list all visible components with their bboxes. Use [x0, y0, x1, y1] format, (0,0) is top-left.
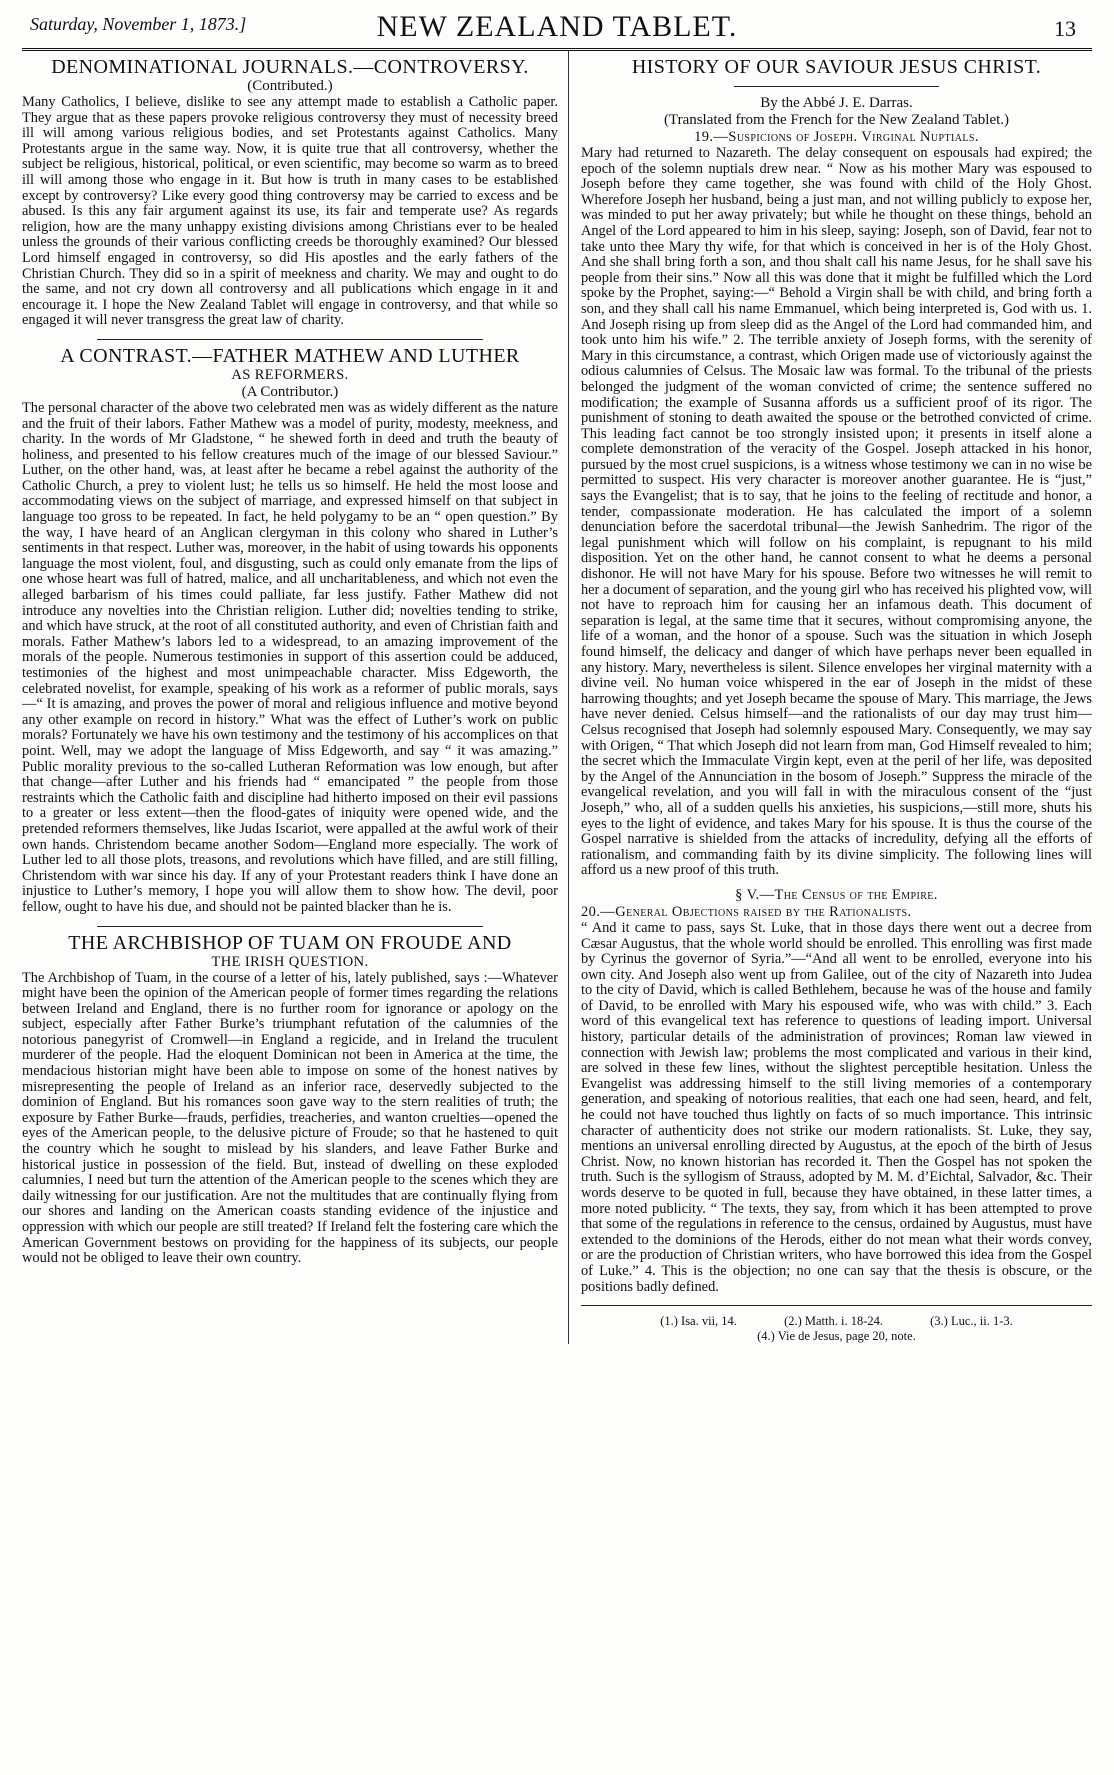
- article-archbishop-tuam: [22, 933, 558, 1267]
- newspaper-title: NEW ZEALAND TABLET.: [376, 10, 738, 43]
- footnote: (4.) Vie de Jesus, page 20, note.: [757, 1329, 916, 1344]
- headline-rule: [734, 86, 938, 87]
- footnote: (1.) Isa. vii, 14.: [660, 1314, 737, 1329]
- section-body: Mary had returned to Nazareth. The delay consequent on espousals had expired; the epoch of the solemn nuptials drew near. “ Now as his mother Mary was espoused to Joseph before they came together, she was found with child of the Holy Ghost. Wherefore Joseph her husband, being a just man, and not willing publicly to expose her, was minded to put her away privately; but while he thought on these things, behold an Angel of the Lord appeared to him in his sleep, saying: Joseph, son of David, fear not to take unto thee Mary thy wife, for that which is conceived in her is of the Holy Ghost. And she shall bring forth a son, and thou shalt call his name Jesus, for he shall save his people from their sins.” Now all this was done that it might be fulfilled which the Lord spoke by the Prophet, saying:—“ Behold a Virgin shall be with child, and bring forth a son, and they shall call his name Emmanuel, which being interpreted is, God with us. 1. And Joseph rising up from sleep did as the Angel of the Lord had commanded him, and took unto him his wife.” 2. The terrible anxiety of Joseph forms, with the serenity of Mary in this circumstance, a contrast, which Origen made use of victoriously against the odious calumnies of Celsus. The Mosaic law was formal. To the tribunal of the priests belonged the judgment of the woman convicted of crime; the sentence suffered no modification; the example of Susanna affords us a sufficient proof of its rigor. The punishment of stoning to death awaited the spouse or the betrothed convicted of crime. This leading fact cannot be too strongly insisted upon; it presents in itself alone a complete demonstration of the veracity of the Gospel. Joseph attacked in his honor, pursued by the most cruel suspicions, is a witness whose testimony we can in no wise be permitted to suspect. His very character is moreover another guarantee. He is “just,” says the Evangelist; that is to say, that he joins to the feeling of rectitude and honor, a tender, compassionate moderation. He has calculated the import of a solemn denunciation before the sacerdotal tribunal—the Jewish Sanhedrim. The rigor of the legal punishment which will follow on his complaint, is repugnant to his mild disposition. Yet on the other hand, he cannot consent to what he deems a personal dishonor. He will not have Mary for his spouse. Before two witnesses he will remit to her a document of separation, and the young girl who has received his plighted vow, will not have to reproach him for causing her an infamous death. This document of separation is legal, at the same time that it secures, without compromising anyone, the life of a woman, and the honor of a spouse. Such was the situation in which Joseph found himself, the delicacy and danger of which have perhaps never been equalled in any history. Mary, nevertheless is silent. Silence envelopes her virginal maternity with a divine veil. No human voice whispered in the ear of Joseph in the midst of these harrowing thoughts; and yet Joseph became the spouse of Mary. This marriage, the Jews have never denied. Celsus himself—and the rationalists of our day may trust him—Celsus recognised that Joseph had solemnly espoused Mary. Consequently, we may say with Origen, “ That which Joseph did not learn from man, God Himself revealed to him; the secret which the Immaculate Virgin kept, even at the peril of her life, was deposited by the Angel of the Annunciation in the bosom of Joseph.” Suppress the miracle of the evangelical revelation, and you will fall in with the miraculous consent of the “just Joseph,” who, all of a sudden quells his anxieties, his suspicions,—still more, shuts his eyes to the light of evidence, and takes Mary for his spouse. It is thus the course of the Gospel narrative is shielded from the attacks of incredulity, defying all the efforts of rationalism, and commanding faith by its divine simplicity. The following lines will afford us a new proof of this truth.: [580, 145, 1092, 879]
- article-headline: THE ARCHBISHOP OF TUAM ON FROUDE AND: [68, 931, 512, 954]
- article-denominational-journals: [22, 57, 558, 329]
- right-column: [569, 51, 1092, 1344]
- article-body: The Archbishop of Tuam, in the course of a letter of his, lately published, says :—Whatever might have been the opinion of the American people of former times regarding the relations between Ireland and England, there is no further room for ignorance or apology on the subject, especially after Father Burke’s triumphant refutation of the calumnies of the notorious panegyrist of Cromwell—in England a regicide, and in Ireland the truculent murderer of the people. Had the eloquent Dominican not been in America at the time, the mendacious historian might have been able to impose on some of the honest natives by misrepresenting the people of Ireland as an inferior race, deservedly subjected to the dominion of England. But his romances soon gave way to the stern realities of truth; the exposure by Father Burke—frauds, perfidies, treacheries, and wanton cruelties—opened the eyes of the American people, to the delusive picture of Froude; so that he hastened to quit the country which he sought to mislead by his slanders, and leave Father Burke and historical justice in possession of the field. But, instead of dwelling on these exploded calumnies, I need but turn the attention of the American people to the scenes which they are daily witnessing for our justification. Are not the multitudes that are continually flying from our shores and landing on the American coasts standing evidence of the injustice and oppression with which our people are still treated? If Ireland felt the fostering care which the American Government bestows on providing for the happiness of its subjects, our people would not be obliged to leave their own country.: [22, 969, 558, 1267]
- article-byline: By the Abbé J. E. Darras.: [760, 95, 913, 111]
- translation-note: (Translated from the French for the New Zealand Tablet.): [663, 112, 1010, 128]
- article-headline: A CONTRAST.—FATHER MATHEW AND LUTHER: [60, 344, 520, 367]
- article-headline: HISTORY OF OUR SAVIOUR JESUS CHRIST.: [631, 56, 1042, 78]
- footnote-row: [581, 1314, 1092, 1329]
- section-heading: § V.—The Census of the Empire.: [735, 886, 938, 903]
- article-divider: [97, 926, 483, 927]
- footnote: (3.) Luc., ii. 1-3.: [930, 1314, 1013, 1329]
- footnotes: [581, 1305, 1092, 1344]
- page-number: 13: [1054, 16, 1076, 41]
- section-body: “ And it came to pass, says St. Luke, that in those days there went out a decree from Cæsar Augustus, that the whole world should be enrolled. This enrolling was first made by Cyrinus the governor of Syria.”—“And all went to be enrolled, everyone into his own city. And Joseph also went up from Galilee, out of the city of Nazareth into Judea to the city of David, which is called Bethlehem, because he was of the house and family of David, to be enrolled with Mary his espoused wife, who was with child.” 3. Each word of this evangelical text has reference to questions of leading import. Universal history, particular details of the administration of provinces; Roman law viewed in connection with Jewish law; problems the most complicated and various in their kind, are solved in these few lines, without the slightest perceptible hesitation. Unless the Evangelist was addressing himself to the still living memories of a contemporary generation, and speaking of notorious realities, that each one had seen, heard, and felt, he could not have touched thus lightly on facts of so much importance. This intrinsic character of authenticity does not strike our modern rationalists. St. Luke, they say, mentions an universal enrolling directed by Augustus, at the epoch of the birth of Jesus Christ. Now, no known historian has recorded it. Then the Gospel has not spoken the truth. Such is the syllogism of Strauss, adopted by M. M. d’Eichtal, Salvador, &c. Their words deserve to be quoted in full, because they have obtained, in these latter times, a more noted publicity. “ The texts, they say, from which it has been attempted to prove that some of the regulations in reference to the census, ordained by Augustus, must have extended to the dominions of the Herods, either do not mean what their words convey, or are the production of Christian writers, who have borrowed this idea from the Gospel of Luke.” 4. This is the objection; no one can say that the thesis is obscure, or the positions badly defined.: [580, 919, 1092, 1295]
- article-body: Many Catholics, I believe, dislike to see any attempt made to establish a Catholic paper. They argue that as these papers provoke religious controversy they must of necessity breed ill will among various religious bodies, and set Protestants against Catholics. Many Protestants argue in the same way. Now, it is quite true that all controversy, whether the subject be religious, historical, political, or even scientific, may become so warm as to breed ill will among those who engage in it. But how is truth in many cases to be established except by controversy? Like every good thing controversy may be carried to excess and be abused. Is this any fair argument against its use, its fair and temperate use? As regards religion, how are the many unhappy existing divisions among Christians ever to be healed unless the grounds of their various conflicting creeds be thoroughly examined? Our blessed Lord himself engaged in controversy, so did His apostles and the early fathers of the Christian Church. They did so in a spirit of meekness and charity. We may and ought to do the same, and not cry down all controversy and all publications which engage in it and encourage it. I hope the New Zealand Tablet will engage in controversy, and that while so engaged it will never transgress the great law of charity.: [22, 94, 558, 329]
- article-father-mathew-luther: [22, 346, 558, 916]
- section-heading: 20.—General Objections raised by the Rationalists.: [580, 903, 912, 920]
- left-column: [22, 51, 569, 1344]
- issue-date: Saturday, November 1, 1873.]: [30, 14, 247, 34]
- masthead: [14, 6, 1100, 46]
- article-byline: (A Contributor.): [241, 383, 339, 400]
- article-subheadline: AS REFORMERS.: [231, 366, 349, 383]
- section-heading: 19.—Suspicions of Joseph. Virginal Nuptials.: [694, 129, 979, 145]
- article-subheadline: THE IRISH QUESTION.: [211, 953, 369, 970]
- article-headline: DENOMINATIONAL JOURNALS.—CONTROVERSY.: [51, 56, 529, 78]
- columns: [14, 51, 1100, 1344]
- article-byline: (Contributed.): [247, 78, 333, 94]
- footnote: (2.) Matth. i. 18-24.: [784, 1314, 884, 1329]
- article-body: The personal character of the above two celebrated men was as widely different as the nature and the fruit of their labors. Father Mathew was a model of purity, modesty, meekness, and charity. In the words of Mr Gladstone, “ he shewed forth in deed and truth the beauty of holiness, and presented to his fellow creatures much of the image of our blessed Saviour.” Luther, on the other hand, was, at least after he became a rebel against the authority of the Catholic Church, a prey to violent lust; he tells us so himself. He held the most loose and accommodating views on the subject of marriage, and expressed himself on that subject in language too gross to be repeated. In fact, he held polygamy to be an “ open question.” By the way, I have heard of an Anglican clergyman in this colony who shared in Luther’s sentiments in that respect. Luther was, moreover, in the habit of using towards his opponents language the most violent, foul, and disgusting, such as could only emanate from the lips of one whose heart was full of hatred, malice, and all uncharitableness, and which not even the alleged barbarism of his times could palliate, far less justify. Father Mathew did not introduce any novelties into the Christian religion. Luther did; novelties tending to strike, and which have struck, at the root of all constituted authority, and even of Christian faith and morals. Father Mathew’s labors led to a widespread, to an amazing improvement of the morals of the people. Numerous testimonies in support of this assertion could be adduced, testimonies of the highest and most unimpeachable character. Miss Edgeworth, the celebrated novelist, for example, speaking of his work as a reformer of public morals, says—“ It is amazing, and proves the power of moral and religious influence and motive beyond any other example on record in history.” What was the effect of Luther’s work on public morals? Fortunately we have his own testimony and the testimony of his accomplices on that point. Well, may we adopt the language of Miss Edgeworth, and say “ it was amazing.” Public morality previous to the so-called Lutheran Reformation was low enough, but after that change—after Luther and his friends had “ emancipated ” the people from those restraints which the Catholic faith and discipline had hitherto imposed on their evil passions to a greater or less extent—then the flood-gates of iniquity were opened wide, and the pretended reformers themselves, like Judas Iscariot, were appalled at the awful work of their own hands. Christendom became another Sodom—England more especially. The work of Luther led to all those plots, treasons, and revolutions which have filled, and are still filling, Christendom with war since his day. If any of your Protestant readers think I have done an injustice to Luther’s memory, I hope you will allow them to show how. The devil, poor fellow, ought to have his due, and should not be painted blacker than he is.: [22, 399, 558, 915]
- article-divider: [97, 339, 483, 340]
